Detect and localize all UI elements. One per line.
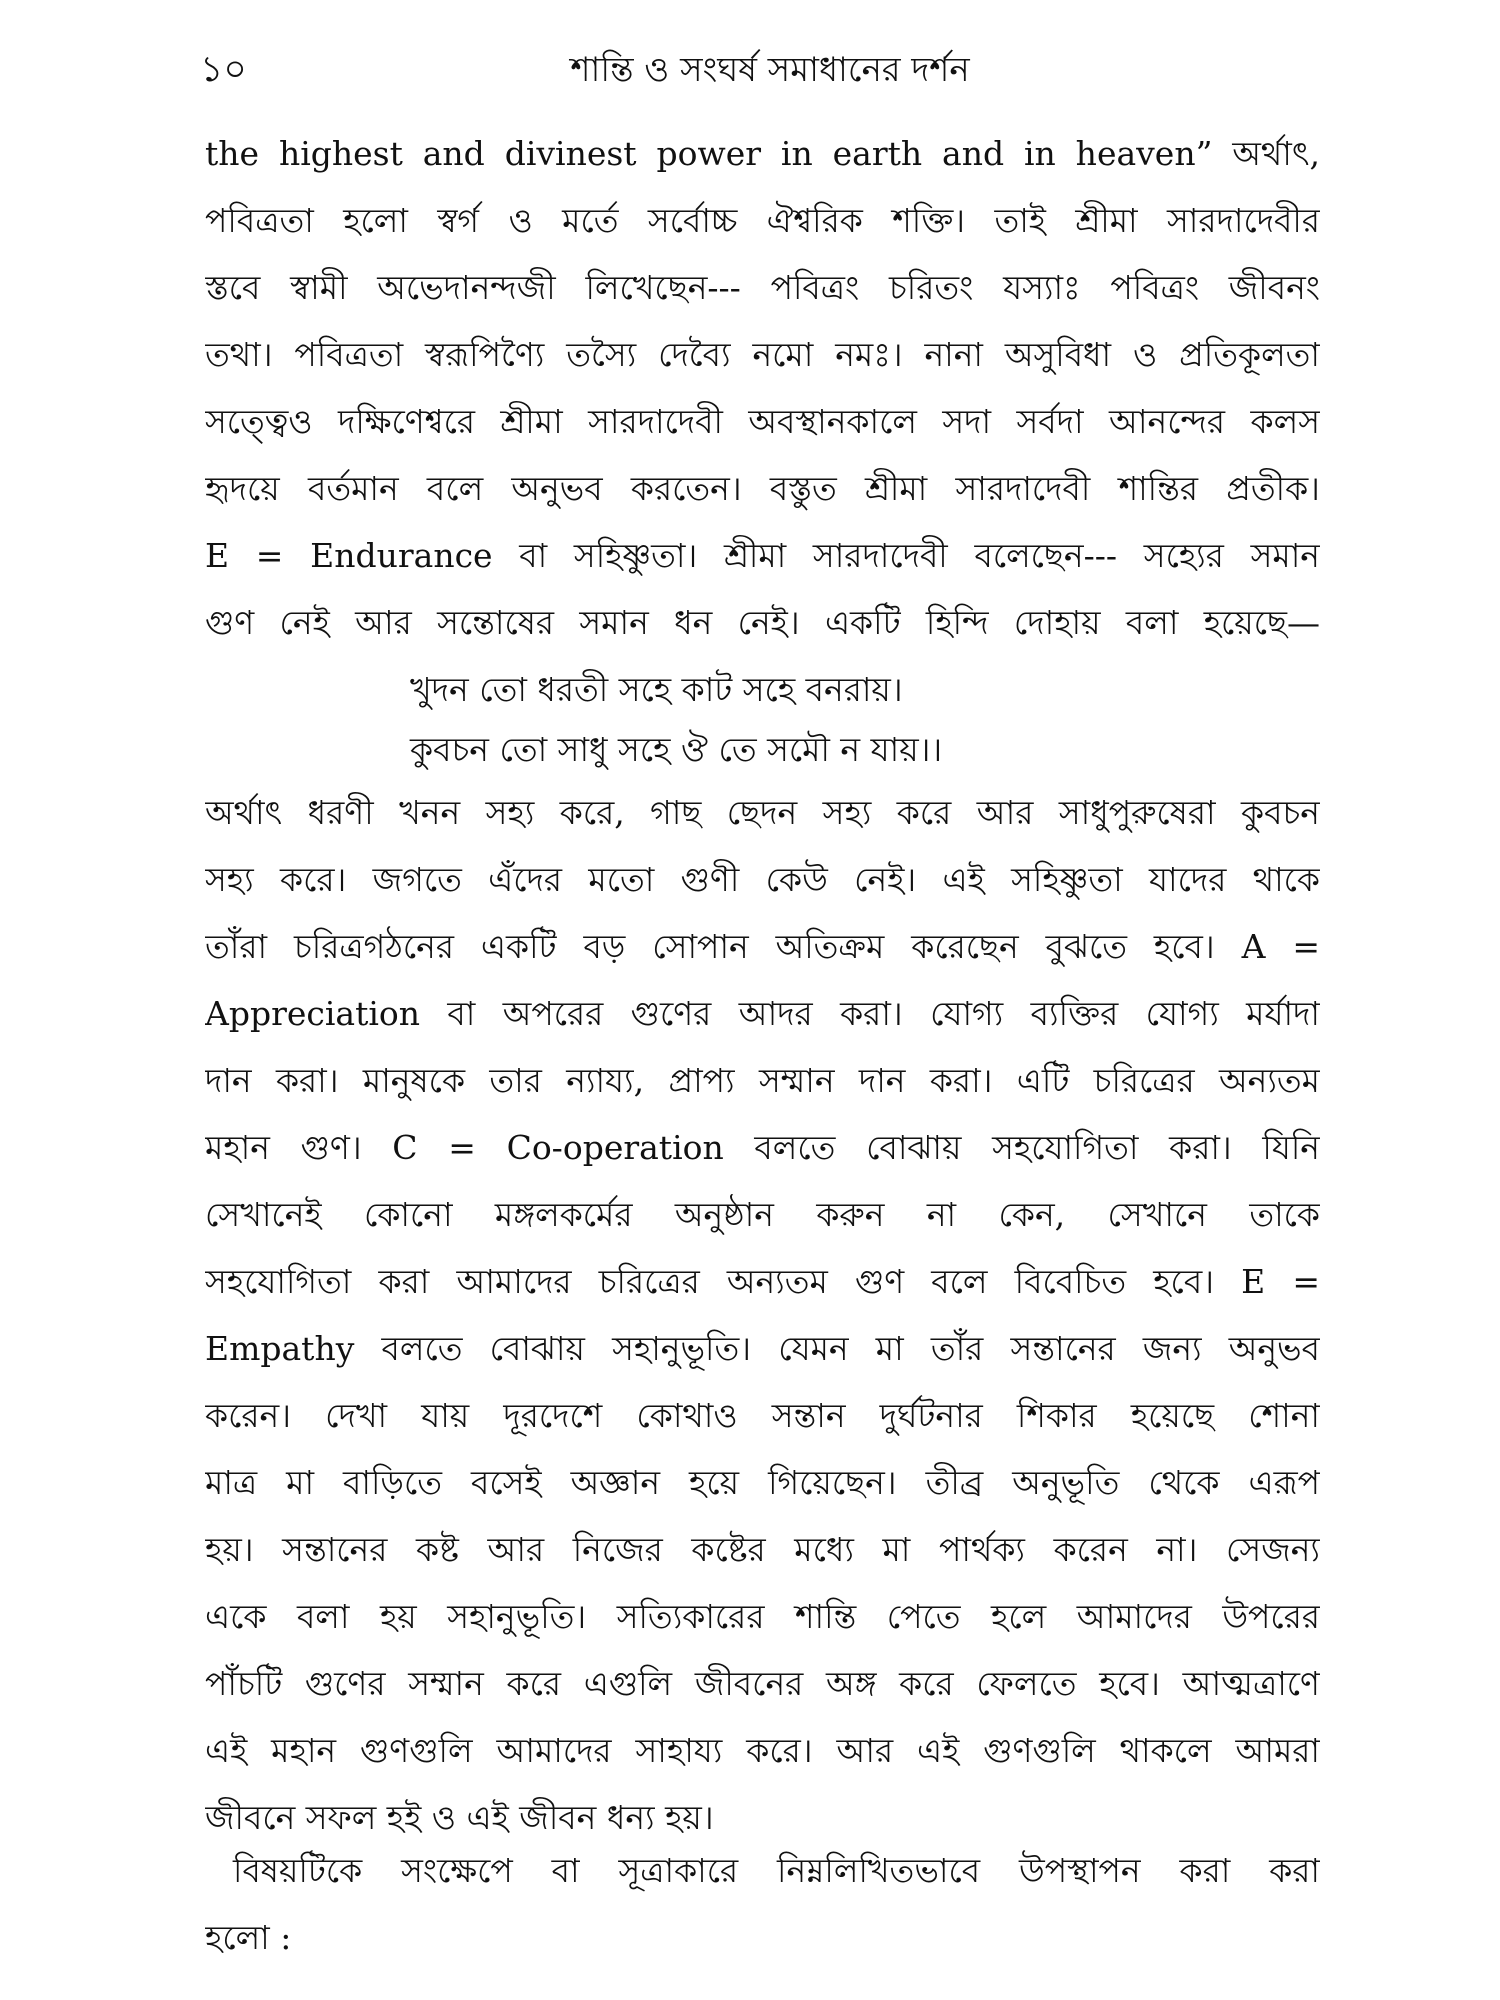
text-line: তথা। পবিত্রতা স্বরূপিণ্যৈ তস্যৈ দেব্যৈ নমো নমঃ। নানা অসুবিধা ও প্রতিকূলতা <box>205 335 1320 374</box>
text-line: সেখানেই কোনো মঙ্গলকর্মের অনুষ্ঠান করুন না কেন, সেখানে তাকে <box>205 1195 1320 1234</box>
text-line: অর্থাৎ ধরণী খনন সহ্য করে, গাছ ছেদন সহ্য করে আর সাধুপুরুষেরা কুবচন <box>205 793 1320 832</box>
text-line: বিষয়টিকে সংক্ষেপে বা সূত্রাকারে নিম্নলিখিতভাবে উপস্থাপন করা করা <box>233 1851 1320 1890</box>
text-line: সহযোগিতা করা আমাদের চরিত্রের অন্যতম গুণ বলে বিবেচিত হবে। E = <box>205 1262 1320 1301</box>
text-line: Appreciation বা অপরের গুণের আদর করা। যোগ্য ব্যক্তির যোগ্য মর্যাদা <box>205 994 1320 1033</box>
verse-line-2: কুবচন তো সাধু সহে ঔ তে সমৌ ন যায়।। <box>410 730 943 769</box>
paragraph-2 <box>205 780 1320 1852</box>
text-line: the highest and divinest power in earth and in heaven” অর্থাৎ, <box>205 134 1320 173</box>
text-line: পবিত্রতা হলো স্বর্গ ও মর্তে সর্বোচ্চ ঐশ্বরিক শক্তি। তাই শ্রীমা সারদাদেবীর <box>205 201 1320 240</box>
text-line: হয়। সন্তানের কষ্ট আর নিজের কষ্টের মধ্যে মা পার্থক্য করেন না। সেজন্য <box>205 1530 1320 1569</box>
text-line: এই মহান গুণগুলি আমাদের সাহায্য করে। আর এই গুণগুলি থাকলে আমরা <box>205 1731 1320 1770</box>
running-title: শান্তি ও সংঘর্ষ সমাধানের দর্শন <box>570 50 970 90</box>
text-line: হৃদয়ে বর্তমান বলে অনুভব করতেন। বস্তুত শ্রীমা সারদাদেবী শান্তির প্রতীক। <box>205 469 1320 508</box>
page-number: ১০ <box>200 49 247 90</box>
text-line: মাত্র মা বাড়িতে বসেই অজ্ঞান হয়ে গিয়েছেন। তীব্র অনুভূতি থেকে এরূপ <box>205 1463 1320 1502</box>
paragraph-1 <box>205 120 1320 656</box>
text-line: সত্ত্বেও দক্ষিণেশ্বরে শ্রীমা সারদাদেবী অবস্থানকালে সদা সর্বদা আনন্দের কলস <box>205 402 1320 441</box>
text-line: মহান গুণ। C = Co-operation বলতে বোঝায় সহযোগিতা করা। যিনি <box>205 1128 1320 1167</box>
verse-line-1: খুদন তো ধরতী সহে কাট সহে বনরায়। <box>410 670 903 709</box>
text-line: গুণ নেই আর সন্তোষের সমান ধন নেই। একটি হিন্দি দোহায় বলা হয়েছে— <box>205 603 1320 642</box>
text-line: জীবনে সফল হই ও এই জীবন ধন্য হয়। <box>205 1798 714 1837</box>
paragraph-3 <box>205 1838 1320 1972</box>
text-line: হলো : <box>205 1918 292 1957</box>
text-line: E = Endurance বা সহিষ্ণুতা। শ্রীমা সারদাদেবী বলেছেন--- সহ্যের সমান <box>205 536 1320 575</box>
page-header <box>200 40 1320 100</box>
text-line: একে বলা হয় সহানুভূতি। সত্যিকারের শান্তি পেতে হলে আমাদের উপরের <box>205 1597 1320 1636</box>
text-line: করেন। দেখা যায় দূরদেশে কোথাও সন্তান দুর্ঘটনার শিকার হয়েছে শোনা <box>205 1396 1320 1435</box>
text-line: দান করা। মানুষকে তার ন্যায্য, প্রাপ্য সম্মান দান করা। এটি চরিত্রের অন্যতম <box>205 1061 1320 1100</box>
text-line: Empathy বলতে বোঝায় সহানুভূতি। যেমন মা তাঁর সন্তানের জন্য অনুভব <box>205 1329 1320 1368</box>
text-line: স্তবে স্বামী অভেদানন্দজী লিখেছেন--- পবিত্রং চরিতং যস্যাঃ পবিত্রং জীবনং <box>205 268 1320 307</box>
text-line: পাঁচটি গুণের সম্মান করে এগুলি জীবনের অঙ্গ করে ফেলতে হবে। আত্মত্রাণে <box>205 1664 1320 1703</box>
text-line: তাঁরা চরিত্রগঠনের একটি বড় সোপান অতিক্রম করেছেন বুঝতে হবে। A = <box>205 927 1320 966</box>
text-line: সহ্য করে। জগতে এঁদের মতো গুণী কেউ নেই। এই সহিষ্ণুতা যাদের থাকে <box>205 860 1320 899</box>
